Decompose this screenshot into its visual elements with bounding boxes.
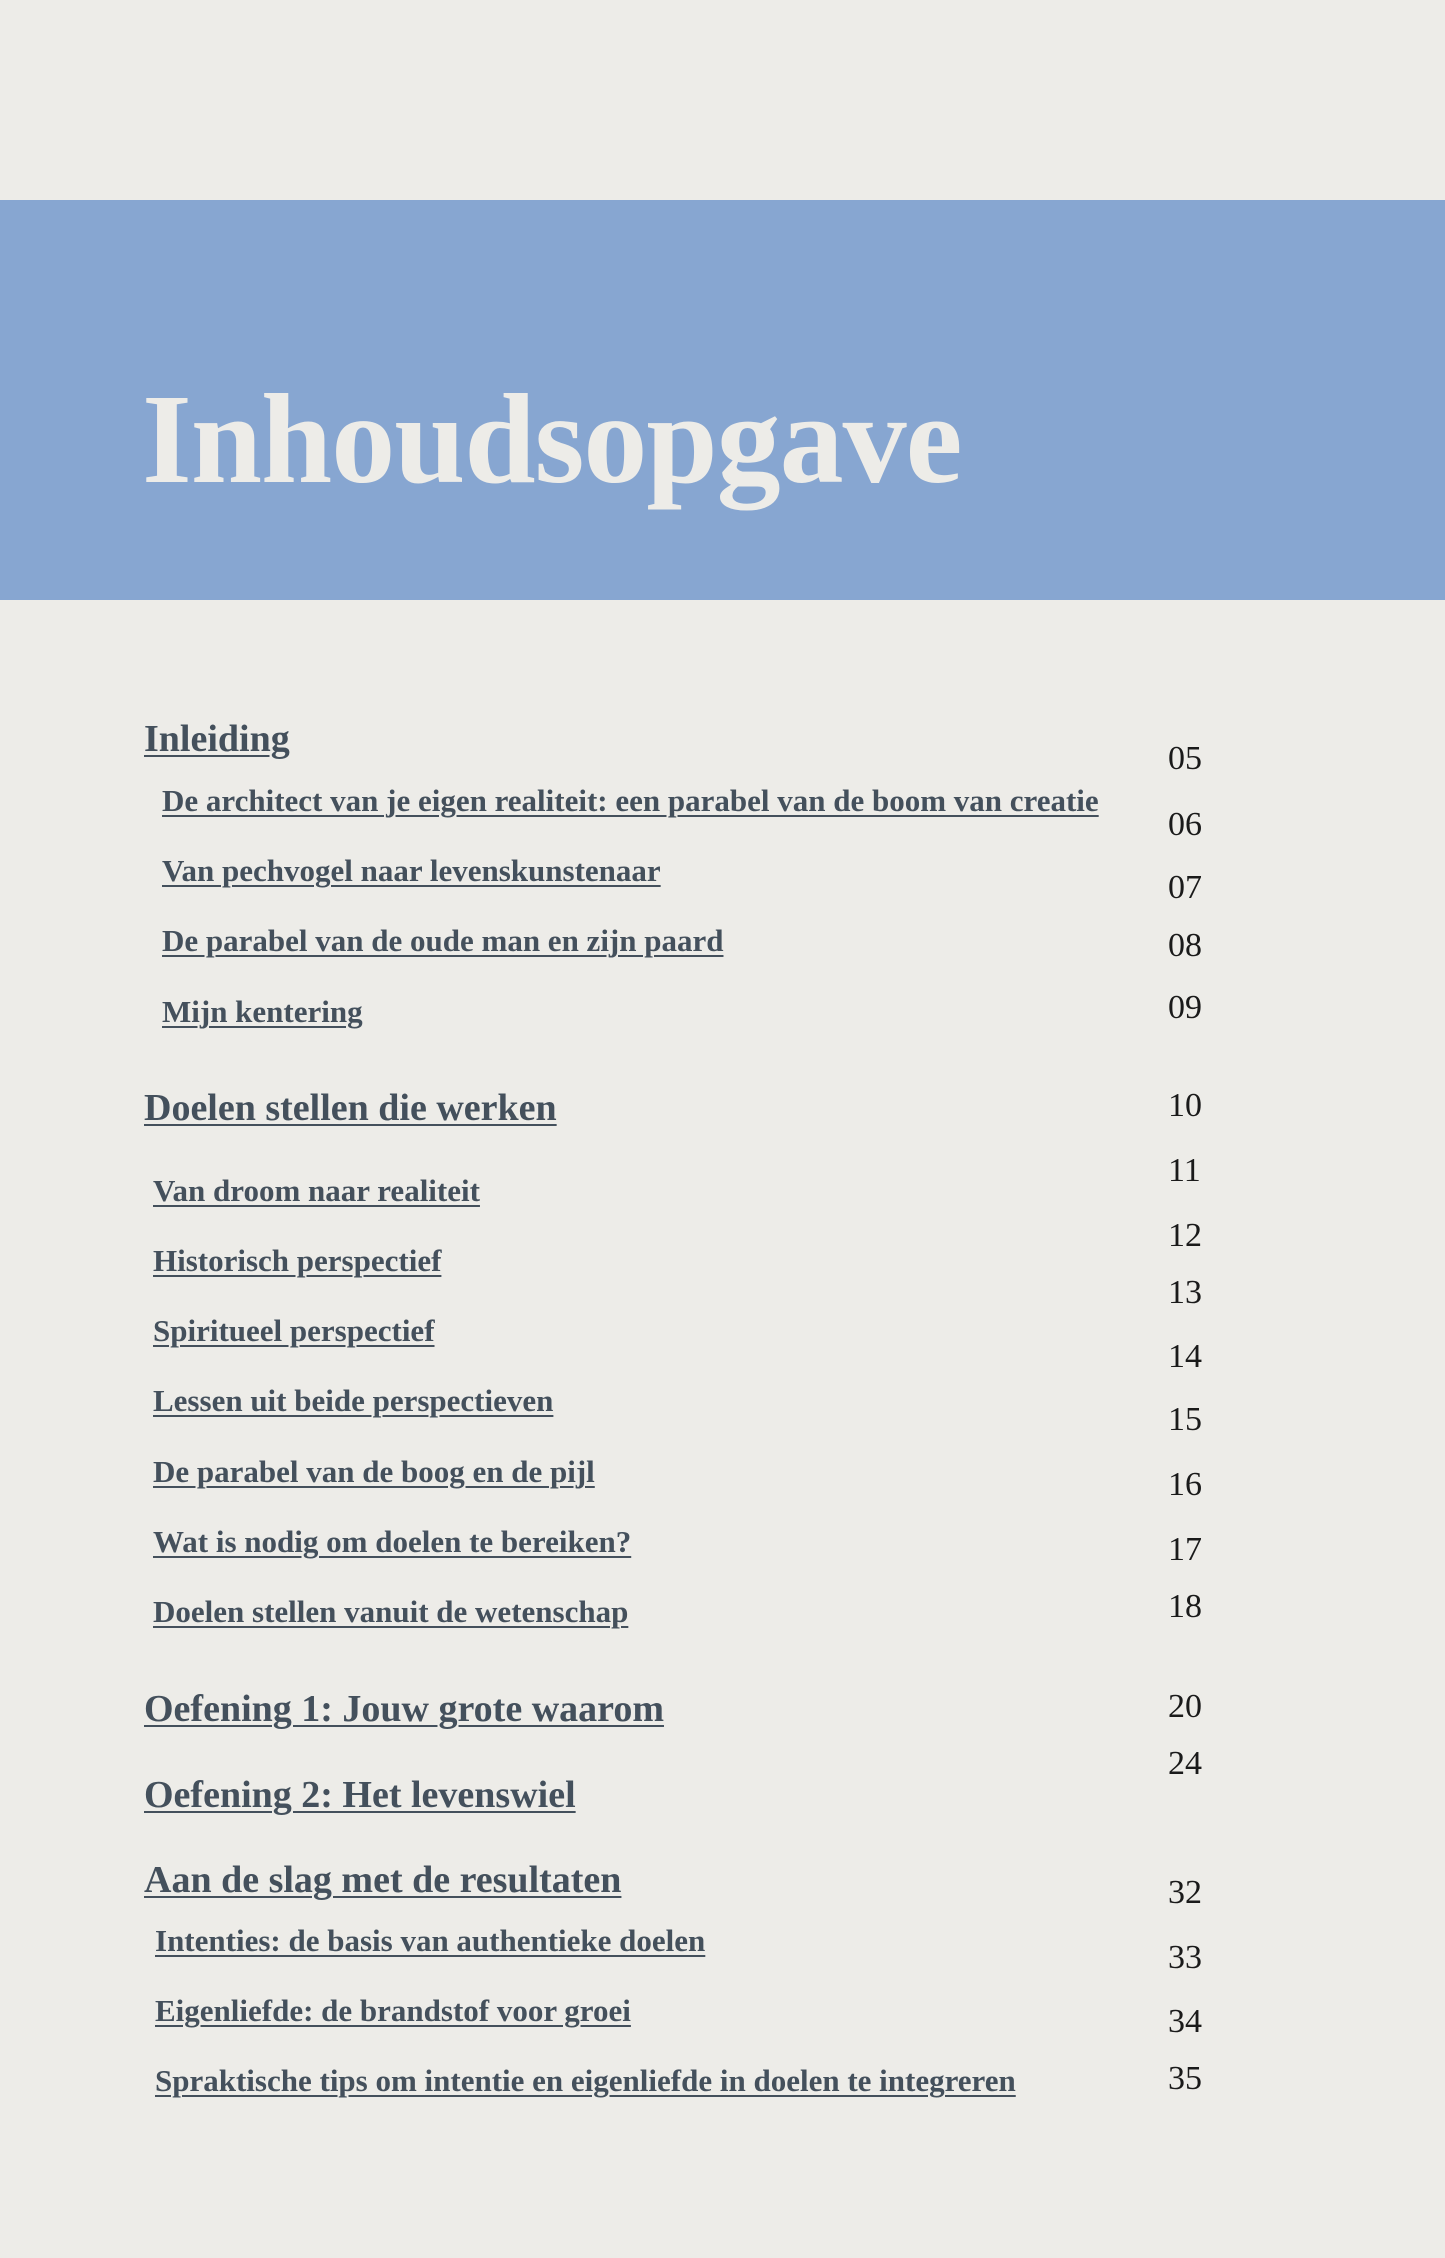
page-title: Inhoudsopgave [142, 368, 962, 510]
page-number: 06 [1168, 806, 1202, 843]
toc-item[interactable]: Historisch perspectief [153, 1243, 442, 1278]
page-number: 09 [1168, 989, 1202, 1026]
toc-item[interactable]: De architect van je eigen realiteit: een parabel van de boom van creatie [162, 783, 1099, 818]
page-number: 05 [1168, 740, 1202, 777]
page-number: 11 [1168, 1152, 1201, 1189]
toc-heading-doelen[interactable]: Doelen stellen die werken [144, 1087, 557, 1129]
page-number: 08 [1168, 927, 1202, 964]
page-number: 34 [1168, 2003, 1202, 2040]
toc-item[interactable]: Wat is nodig om doelen te bereiken? [153, 1524, 632, 1559]
toc-item[interactable]: De parabel van de oude man en zijn paard [162, 923, 724, 958]
page-number: 13 [1168, 1274, 1202, 1311]
page-number: 07 [1168, 869, 1202, 906]
toc-item[interactable]: Doelen stellen vanuit de wetenschap [153, 1594, 629, 1629]
toc-heading-aan-de-slag[interactable]: Aan de slag met de resultaten [144, 1859, 622, 1901]
page-number: 33 [1168, 1939, 1202, 1976]
toc-item[interactable]: Lessen uit beide perspectieven [153, 1383, 554, 1418]
page-number: 24 [1168, 1745, 1202, 1782]
page-number: 18 [1168, 1588, 1202, 1625]
page-number: 17 [1168, 1531, 1202, 1568]
toc-item[interactable]: Mijn kentering [162, 994, 363, 1029]
toc-heading-oefening-1[interactable]: Oefening 1: Jouw grote waarom [144, 1688, 664, 1730]
toc-item[interactable]: Van pechvogel naar levenskunstenaar [162, 853, 661, 888]
page-number: 16 [1168, 1466, 1202, 1503]
page-number: 12 [1168, 1217, 1202, 1254]
toc-heading-inleiding[interactable]: Inleiding [144, 718, 290, 760]
toc-item[interactable]: Spraktische tips om intentie en eigenliefde in doelen te integreren [155, 2063, 1016, 2098]
page-number: 10 [1168, 1087, 1202, 1124]
page-number: 14 [1168, 1338, 1202, 1375]
toc-item[interactable]: Eigenliefde: de brandstof voor groei [155, 1993, 631, 2028]
toc-item[interactable]: Spiritueel perspectief [153, 1313, 435, 1348]
toc-item[interactable]: Intenties: de basis van authentieke doelen [155, 1923, 706, 1958]
page-number: 32 [1168, 1874, 1202, 1911]
page-number: 15 [1168, 1401, 1202, 1438]
page-number: 35 [1168, 2060, 1202, 2097]
toc-item[interactable]: Van droom naar realiteit [153, 1173, 480, 1208]
toc-item[interactable]: De parabel van de boog en de pijl [153, 1454, 595, 1489]
page-number: 20 [1168, 1688, 1202, 1725]
toc-heading-oefening-2[interactable]: Oefening 2: Het levenswiel [144, 1774, 576, 1816]
